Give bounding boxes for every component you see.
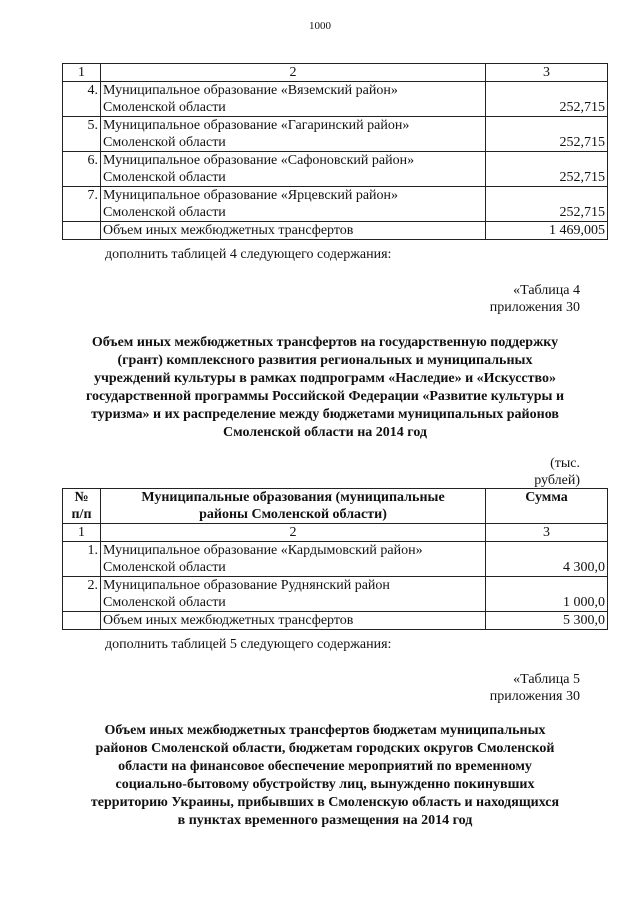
heading-line: Объем иных межбюджетных трансфертов на государственную поддержку bbox=[91, 335, 559, 350]
heading-line: территорию Украины, прибывших в Смоленскую область и находящихся bbox=[90, 795, 560, 810]
name-line: Муниципальное образование «Вяземский район» bbox=[103, 83, 398, 98]
empty-cell bbox=[63, 612, 101, 630]
table-ref-line: «Таблица 4 bbox=[513, 283, 580, 298]
amount-cell: 1 000,0 bbox=[486, 577, 608, 612]
column-index-2: 2 bbox=[101, 524, 486, 542]
header-line: районы Смоленской области) bbox=[199, 507, 387, 522]
row-number: 5. bbox=[63, 117, 101, 152]
row-number: 1. bbox=[63, 542, 101, 577]
row-number: 6. bbox=[63, 152, 101, 187]
table-row bbox=[63, 577, 608, 612]
column-header-sum: Сумма bbox=[486, 489, 608, 524]
table-ref-line: «Таблица 5 bbox=[513, 672, 580, 687]
total-row bbox=[63, 222, 608, 240]
table-row bbox=[63, 187, 608, 222]
name-line: Смоленской области bbox=[103, 170, 226, 185]
municipality-name bbox=[101, 577, 486, 612]
heading-line: районов Смоленской области, бюджетам городских округов Смоленской bbox=[95, 741, 555, 756]
heading-line: учреждений культуры в рамках подпрограмм «Наследие» и «Искусство» bbox=[94, 371, 556, 386]
heading-line: (грант) комплексного развития региональных и муниципальных bbox=[117, 353, 533, 368]
table-row bbox=[63, 117, 608, 152]
units-note bbox=[490, 455, 580, 489]
amount-cell: 4 300,0 bbox=[486, 542, 608, 577]
units-line: рублей) bbox=[534, 473, 580, 488]
name-line: Муниципальное образование «Ярцевский район» bbox=[103, 188, 399, 203]
table-5-heading bbox=[60, 722, 590, 830]
municipality-name bbox=[101, 117, 486, 152]
heading-line: социально-бытовому обустройству лиц, вынужденно покинувших bbox=[115, 777, 535, 792]
municipality-name bbox=[101, 152, 486, 187]
table-row bbox=[63, 152, 608, 187]
supplement-text-4: дополнить таблицей 4 следующего содержания: bbox=[105, 247, 392, 262]
column-index-3: 3 bbox=[486, 524, 608, 542]
header-line: Муниципальные образования (муниципальные bbox=[141, 490, 445, 505]
table-index-row bbox=[63, 524, 608, 542]
name-line: Смоленской области bbox=[103, 560, 226, 575]
name-line: Муниципальное образование «Кардымовский район» bbox=[103, 543, 423, 558]
name-line: Муниципальное образование «Сафоновский район» bbox=[103, 153, 415, 168]
transfers-table-4 bbox=[62, 488, 608, 630]
header-line: п/п bbox=[71, 507, 92, 522]
table-ref-line: приложения 30 bbox=[489, 689, 580, 704]
header-line: № bbox=[74, 490, 89, 505]
column-header-number bbox=[63, 489, 101, 524]
name-line: Смоленской области bbox=[103, 205, 226, 220]
total-amount: 1 469,005 bbox=[486, 222, 608, 240]
empty-cell bbox=[63, 222, 101, 240]
supplement-text-5: дополнить таблицей 5 следующего содержания: bbox=[105, 637, 392, 652]
amount-cell: 252,715 bbox=[486, 152, 608, 187]
municipality-name bbox=[101, 542, 486, 577]
amount-cell: 252,715 bbox=[486, 117, 608, 152]
column-index-1: 1 bbox=[63, 524, 101, 542]
total-label: Объем иных межбюджетных трансфертов bbox=[101, 222, 486, 240]
table-header-row bbox=[63, 489, 608, 524]
table-ref-line: приложения 30 bbox=[489, 300, 580, 315]
total-row bbox=[63, 612, 608, 630]
table-row bbox=[63, 82, 608, 117]
municipality-name bbox=[101, 187, 486, 222]
heading-line: туризма» и их распределение между бюджетами муниципальных районов bbox=[91, 407, 559, 422]
total-amount: 5 300,0 bbox=[486, 612, 608, 630]
column-index-1: 1 bbox=[63, 64, 101, 82]
table-5-reference bbox=[380, 671, 580, 705]
name-line: Смоленской области bbox=[103, 100, 226, 115]
table-row bbox=[63, 542, 608, 577]
name-line: Смоленской области bbox=[103, 595, 226, 610]
heading-line: в пунктах временного размещения на 2014 год bbox=[177, 813, 473, 828]
column-index-2: 2 bbox=[101, 64, 486, 82]
name-line: Смоленской области bbox=[103, 135, 226, 150]
heading-line: Смоленской области на 2014 год bbox=[223, 425, 427, 440]
heading-line: Объем иных межбюджетных трансфертов бюджетам муниципальных bbox=[104, 723, 546, 738]
total-label: Объем иных межбюджетных трансфертов bbox=[101, 612, 486, 630]
transfers-table-continuation bbox=[62, 63, 608, 240]
row-number: 2. bbox=[63, 577, 101, 612]
table-header-row bbox=[63, 64, 608, 82]
table-4-heading bbox=[60, 334, 590, 442]
heading-line: государственной программы Российской Федерации «Развитие культуры и bbox=[85, 389, 565, 404]
column-index-3: 3 bbox=[486, 64, 608, 82]
name-line: Муниципальное образование Руднянский район bbox=[103, 578, 390, 593]
amount-cell: 252,715 bbox=[486, 187, 608, 222]
municipality-name bbox=[101, 82, 486, 117]
row-number: 7. bbox=[63, 187, 101, 222]
heading-line: области на финансовое обеспечение мероприятий по временному bbox=[118, 759, 532, 774]
units-line: (тыс. bbox=[550, 456, 580, 471]
row-number: 4. bbox=[63, 82, 101, 117]
column-header-municipality bbox=[101, 489, 486, 524]
amount-cell: 252,715 bbox=[486, 82, 608, 117]
table-4-reference bbox=[380, 282, 580, 316]
name-line: Муниципальное образование «Гагаринский район» bbox=[103, 118, 410, 133]
page-number: 1000 bbox=[309, 20, 331, 32]
